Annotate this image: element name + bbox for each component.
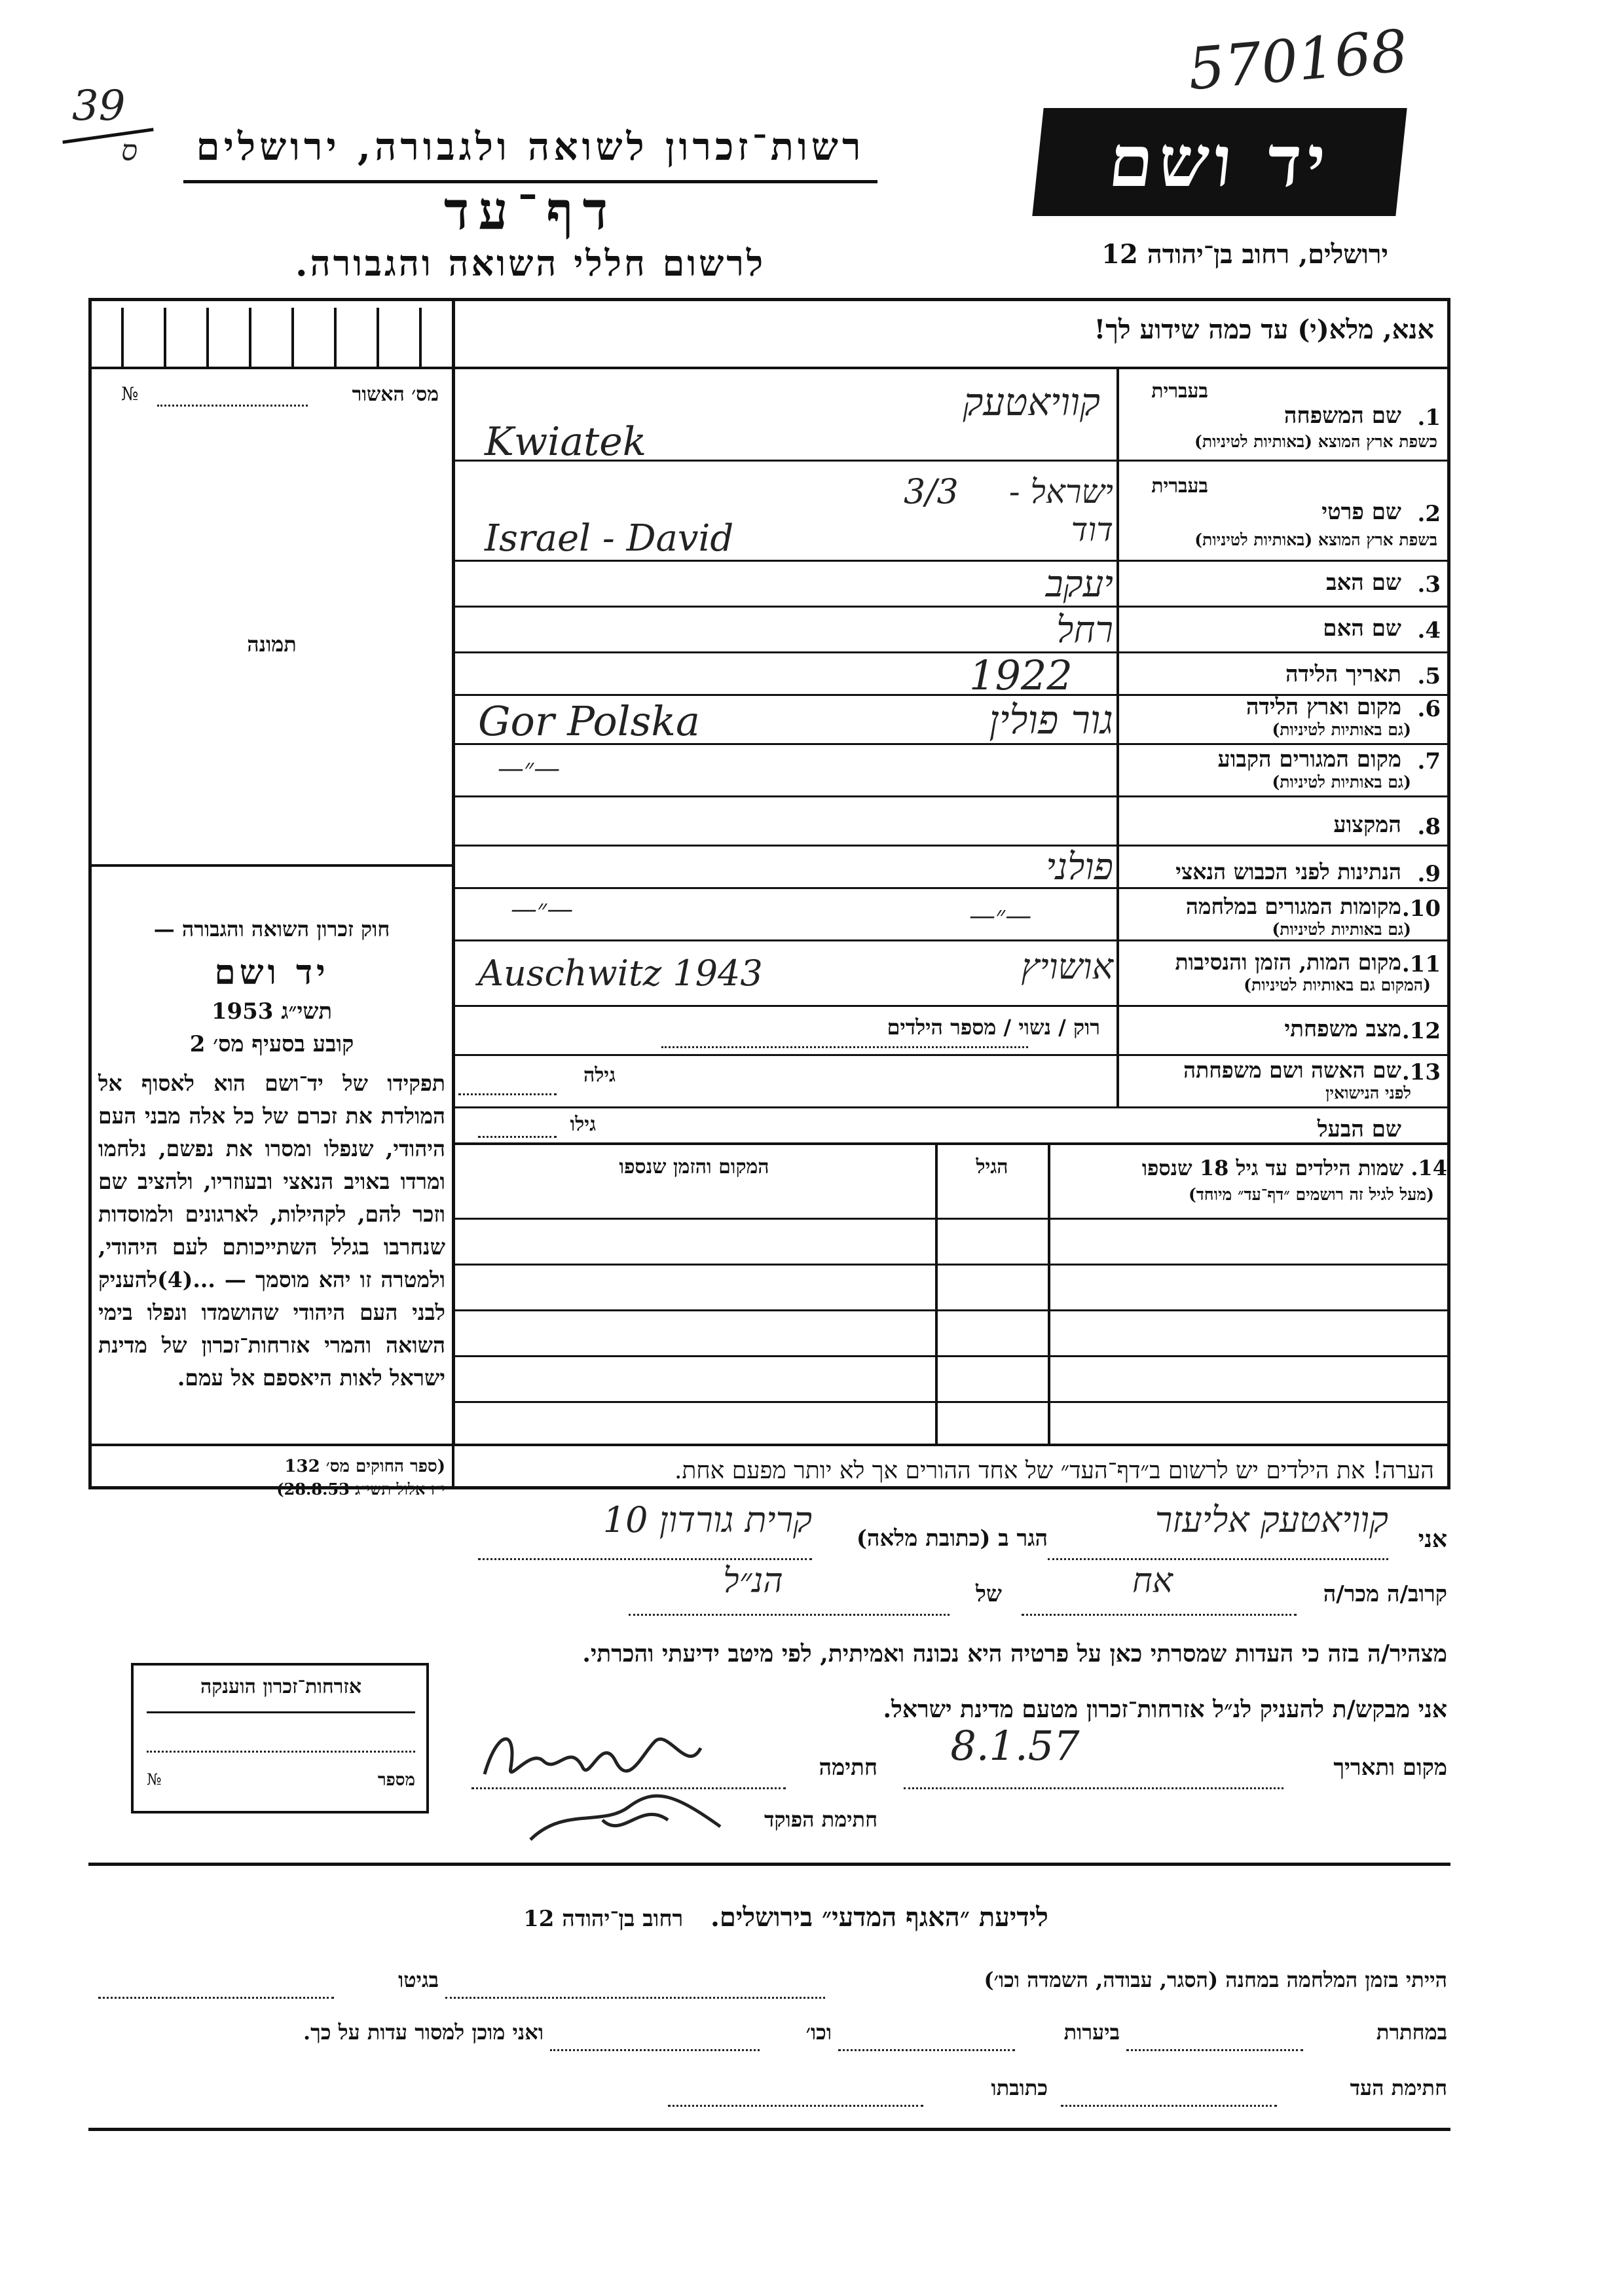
bottom-line-2-ready: ואני מוכן למסור עדות על כך. bbox=[303, 2020, 544, 2045]
wartime-residence-value: —״— bbox=[511, 894, 574, 924]
approval-number-label: מס׳ האשור bbox=[352, 383, 439, 406]
corner-page-number: 39 bbox=[72, 82, 126, 130]
photo-label: תמונה bbox=[247, 632, 297, 657]
handwritten-record-number: 570168 bbox=[1185, 16, 1411, 103]
nationality-value: פולני bbox=[1046, 846, 1113, 888]
law-clause: קובע בסעיף מס׳ 2 bbox=[189, 1031, 354, 1057]
form-subtitle: לרשום חללי השואה והגבורה. bbox=[295, 242, 766, 284]
birth-date-value: 1922 bbox=[969, 651, 1073, 699]
form-title: דף־עד bbox=[443, 180, 618, 242]
husband-age-label: גילו bbox=[570, 1113, 596, 1136]
citizenship-request-text: אני מבקש/ת להעניק לנ״ל אזרחות־זכרון מטעם מדינת ישראל. bbox=[883, 1696, 1447, 1723]
children-sub: (מעל לגיל זה רושמים ״דף־עד״ מיוחד) bbox=[1188, 1185, 1434, 1204]
wife-age-label: גילה bbox=[583, 1064, 616, 1087]
place-date-value: 8.1.57 bbox=[950, 1722, 1080, 1770]
birthplace-hebrew-value: גור פולין bbox=[989, 697, 1113, 743]
bottom-line-2-underground: במחתרת bbox=[1376, 2020, 1447, 2045]
firstname-hebrew-value: ישראל - דוד bbox=[1008, 473, 1113, 549]
of-value: הנ״ל bbox=[723, 1561, 783, 1601]
declarant-name-value: קוויאטעק אליעזר bbox=[1154, 1499, 1388, 1540]
declarant-i-label: אני bbox=[1418, 1525, 1447, 1553]
authority-name: רשות־זכרון לשואה ולגבורה, ירושלים bbox=[196, 124, 865, 169]
marital-status-options: רוק / נשוי / מספר הילדים bbox=[887, 1015, 1100, 1040]
law-source: (ספר החוקים מס׳ 132 bbox=[284, 1457, 445, 1476]
officer-signature-label: חתימת הפוקד bbox=[764, 1807, 877, 1832]
relation-value: אח bbox=[1132, 1561, 1173, 1601]
yad-vashem-logo: יד ושם bbox=[1032, 108, 1407, 216]
bottom-line-3-witness-signature: חתימת העד bbox=[1350, 2075, 1447, 2100]
bottom-line-3-address: כתובתו bbox=[991, 2075, 1048, 2100]
approval-no-sign: № bbox=[121, 383, 139, 405]
bottom-line-1-camp: הייתי בזמן המלחמה במחנה (הסגר, עבודה, השמדה וכו׳) bbox=[984, 1967, 1447, 1992]
father-name-value: יעקב bbox=[1045, 563, 1113, 606]
mother-name-value: רחל bbox=[1056, 609, 1113, 651]
children-label: 14. שמות הילדים עד גיל 18 שנספו bbox=[1141, 1156, 1447, 1180]
bottom-title: לידיעת ״האגף המדעי״ בירושלים. רחוב בן־יהודה 12 bbox=[523, 1902, 1048, 1933]
law-text: תפקידו של יד־ושם הוא לאסוף אל המולדת את זכרם של כל אלה מבני העם היהודי, שנפלו ומסרו את נפשם, נלחמו ומרדו באויב הנאצי ובעוזריו, ולהציב שם וזכר להם, לקהילות, לארגונים ולמוסדות שנחרבו בגלל השתייכותם לעם היהודי, ולמטרה זו יהא מוסמך — ...(4)להעניק לבני העם היהודי שהושמדו ונפלו בימי השואה והמרי אזרחות־זכרון של מדינת ישראל לאות היאספם אל עמם. bbox=[98, 1070, 445, 1391]
bottom-line-2-forests: ביערות bbox=[1063, 2020, 1120, 2045]
relation-label: קרוב/ה מכר/ה bbox=[1323, 1581, 1447, 1607]
header-address: ירושלים, רחוב בן־יהודה 12 bbox=[1101, 239, 1388, 270]
officer-signature-mark bbox=[524, 1781, 733, 1853]
signature-label: חתימה bbox=[819, 1755, 877, 1781]
children-col-age: הגיל bbox=[976, 1156, 1008, 1178]
corner-sub-mark: ס bbox=[121, 134, 138, 168]
note-text: הערה! את הילדים יש לרשום ב״דף־העד״ של אחד ההורים אך לא יותר מפעם אחת. bbox=[674, 1457, 1434, 1484]
citizenship-box: אזרחות־זכרון הוענקה מספר № bbox=[131, 1663, 429, 1813]
surname-hebrew-value: קוויאטעק bbox=[963, 380, 1100, 424]
law-date: י״ז אלול תשי״ג 28.8.53) bbox=[276, 1480, 445, 1499]
firstname-latin-value: Israel - David bbox=[485, 517, 734, 560]
declarant-address-label: הגר ב (כתובת מלאה) bbox=[856, 1525, 1048, 1552]
firstname-extra-value: 3/3 bbox=[904, 473, 959, 512]
bottom-line-2-etc: וכו׳ bbox=[805, 2020, 832, 2045]
death-place-hebrew-value: אושויץ bbox=[1021, 946, 1113, 987]
declarant-address-value: קרית גורדון 10 bbox=[602, 1499, 812, 1540]
residence-value: —״— bbox=[498, 754, 561, 784]
place-date-label: מקום ותאריך bbox=[1333, 1755, 1447, 1781]
children-col-place: המקום והזמן שנספו bbox=[619, 1156, 769, 1178]
death-place-latin-value: Auschwitz 1943 bbox=[478, 953, 763, 994]
law-year: תשי״ג 1953 bbox=[211, 998, 333, 1025]
law-title: חוק זכרון השואה והגבורה — bbox=[153, 917, 390, 941]
of-label: של bbox=[976, 1581, 1002, 1607]
law-name: יד ושם bbox=[214, 953, 329, 993]
bottom-line-1-ghetto: בגיטו bbox=[398, 1967, 439, 1992]
surname-latin-value: Kwiatek bbox=[485, 419, 647, 465]
wartime-residence-value-2: —״— bbox=[969, 901, 1032, 931]
birthplace-latin-value: Gor Polska bbox=[478, 697, 700, 745]
intro-instruction: אנא, מלא(י) עד כמה שידוע לך! bbox=[1094, 314, 1434, 345]
declaration-text: מצהיר/ה בזה כי העדות שמסרתי כאן על פרטיה היא נכונה ואמיתית, לפי מיטב ידיעתי והכרתי. bbox=[582, 1640, 1447, 1667]
